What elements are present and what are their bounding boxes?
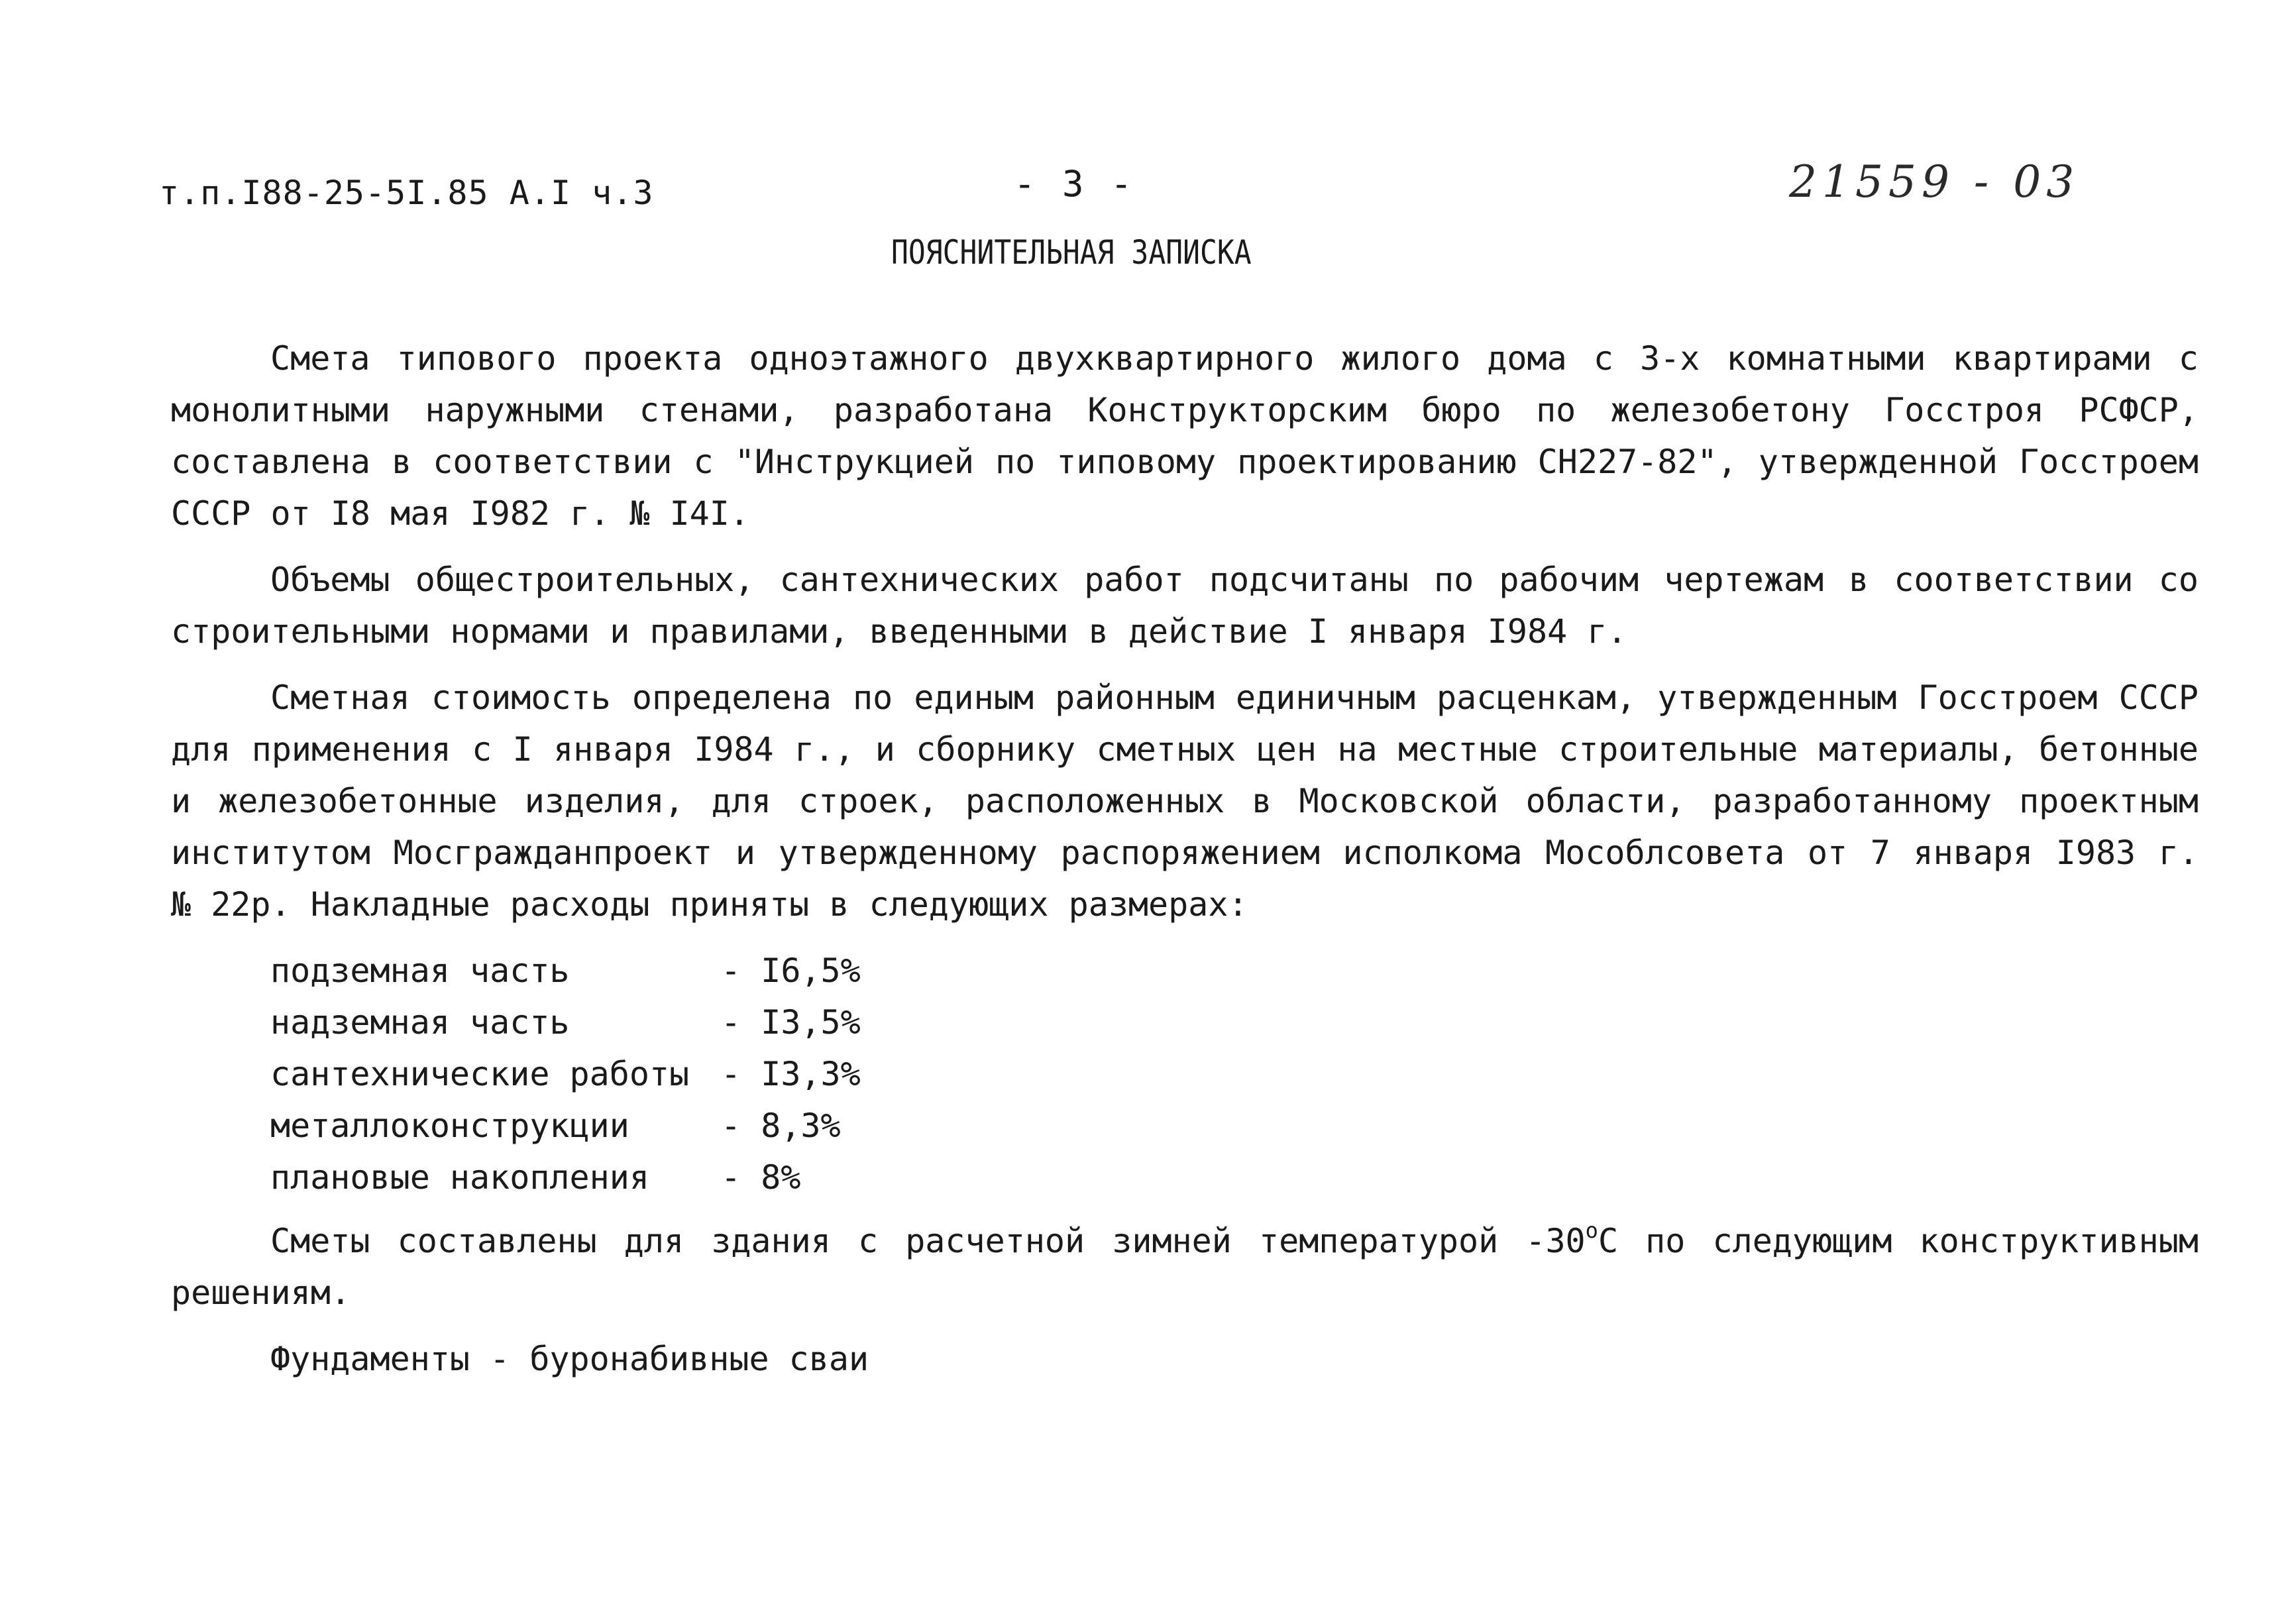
rate-dash: - <box>721 1055 761 1093</box>
document-code: т.п.I88-25-5I.85 А.I ч.3 <box>159 174 654 212</box>
rate-dash: - <box>721 1003 761 1042</box>
rate-dash: - <box>721 1158 761 1197</box>
rate-dash: - <box>721 951 761 990</box>
document-body <box>171 333 2199 1399</box>
rate-name: сантехнические работы <box>270 1055 690 1093</box>
list-item <box>270 997 2199 1048</box>
rate-dash: - <box>721 1107 761 1145</box>
page-title: ПОЯСНИТЕЛЬНАЯ ЗАПИСКА <box>891 233 1252 272</box>
handwritten-archive-code: 21559 - 03 <box>1789 156 2080 207</box>
temperature-text-start: Сметы составлены для здания с расчетной зимней температурой -30 <box>270 1222 1586 1260</box>
rate-name: надземная часть <box>270 1003 570 1042</box>
paragraph-foundations: Фундаменты - буронабивные сваи <box>270 1340 869 1378</box>
list-item <box>270 1152 2199 1203</box>
rate-name: подземная часть <box>270 951 570 990</box>
list-item <box>270 945 2199 997</box>
rate-name: металлоконструкции <box>270 1107 629 1145</box>
rate-name: плановые накопления <box>270 1158 649 1197</box>
rate-value: 8% <box>761 1158 801 1197</box>
rate-value: I3,3% <box>761 1055 861 1093</box>
rate-value: I6,5% <box>761 951 861 990</box>
degree-symbol: о <box>1585 1218 1598 1243</box>
paragraph-work-volumes: Объемы общестроительных, сантехнических работ подсчитаны по рабочим чертежам в соответствии со строительными нормами и правилами, введенными в действие I января I984 г. <box>171 561 2199 651</box>
list-item <box>270 1100 2199 1152</box>
overhead-rates-list <box>270 945 2199 1203</box>
list-item <box>270 1048 2199 1100</box>
rate-value: 8,3% <box>761 1107 841 1145</box>
paragraph-design-temperature <box>171 1215 2199 1319</box>
temperature-text-end: С по следующим конструктивным решениям. <box>171 1222 2199 1312</box>
rate-value: I3,5% <box>761 1003 861 1042</box>
page-number: - 3 - <box>1014 163 1135 205</box>
paragraph-estimate-basis: Смета типового проекта одноэтажного двухквартирного жилого дома с 3-х комнатными квартирами с монолитными наружными стенами, разработана Конструкторским бюро по железобетону Госстроя РСФСР, составлена в соответствии с "Инструкцией по типовому проектированию СН227-82", утвержденной Госстроем СССР от I8 мая I982 г. № I4I. <box>171 339 2199 533</box>
paragraph-cost-determination: Сметная стоимость определена по единым районным единичным расценкам, утвержденным Госстроем СССР для применения с I января I984 г., и сборнику сметных цен на местные строительные материалы, бетонные и железобетонные изделия, для строек, расположенных в Московской области, разработанному проектным институтом Мосгражданпроект и утвержденному распоряжением исполкома Мособлсовета от 7 января I983 г. № 22р. Накладные расходы приняты в следующих размерах: <box>171 678 2199 924</box>
